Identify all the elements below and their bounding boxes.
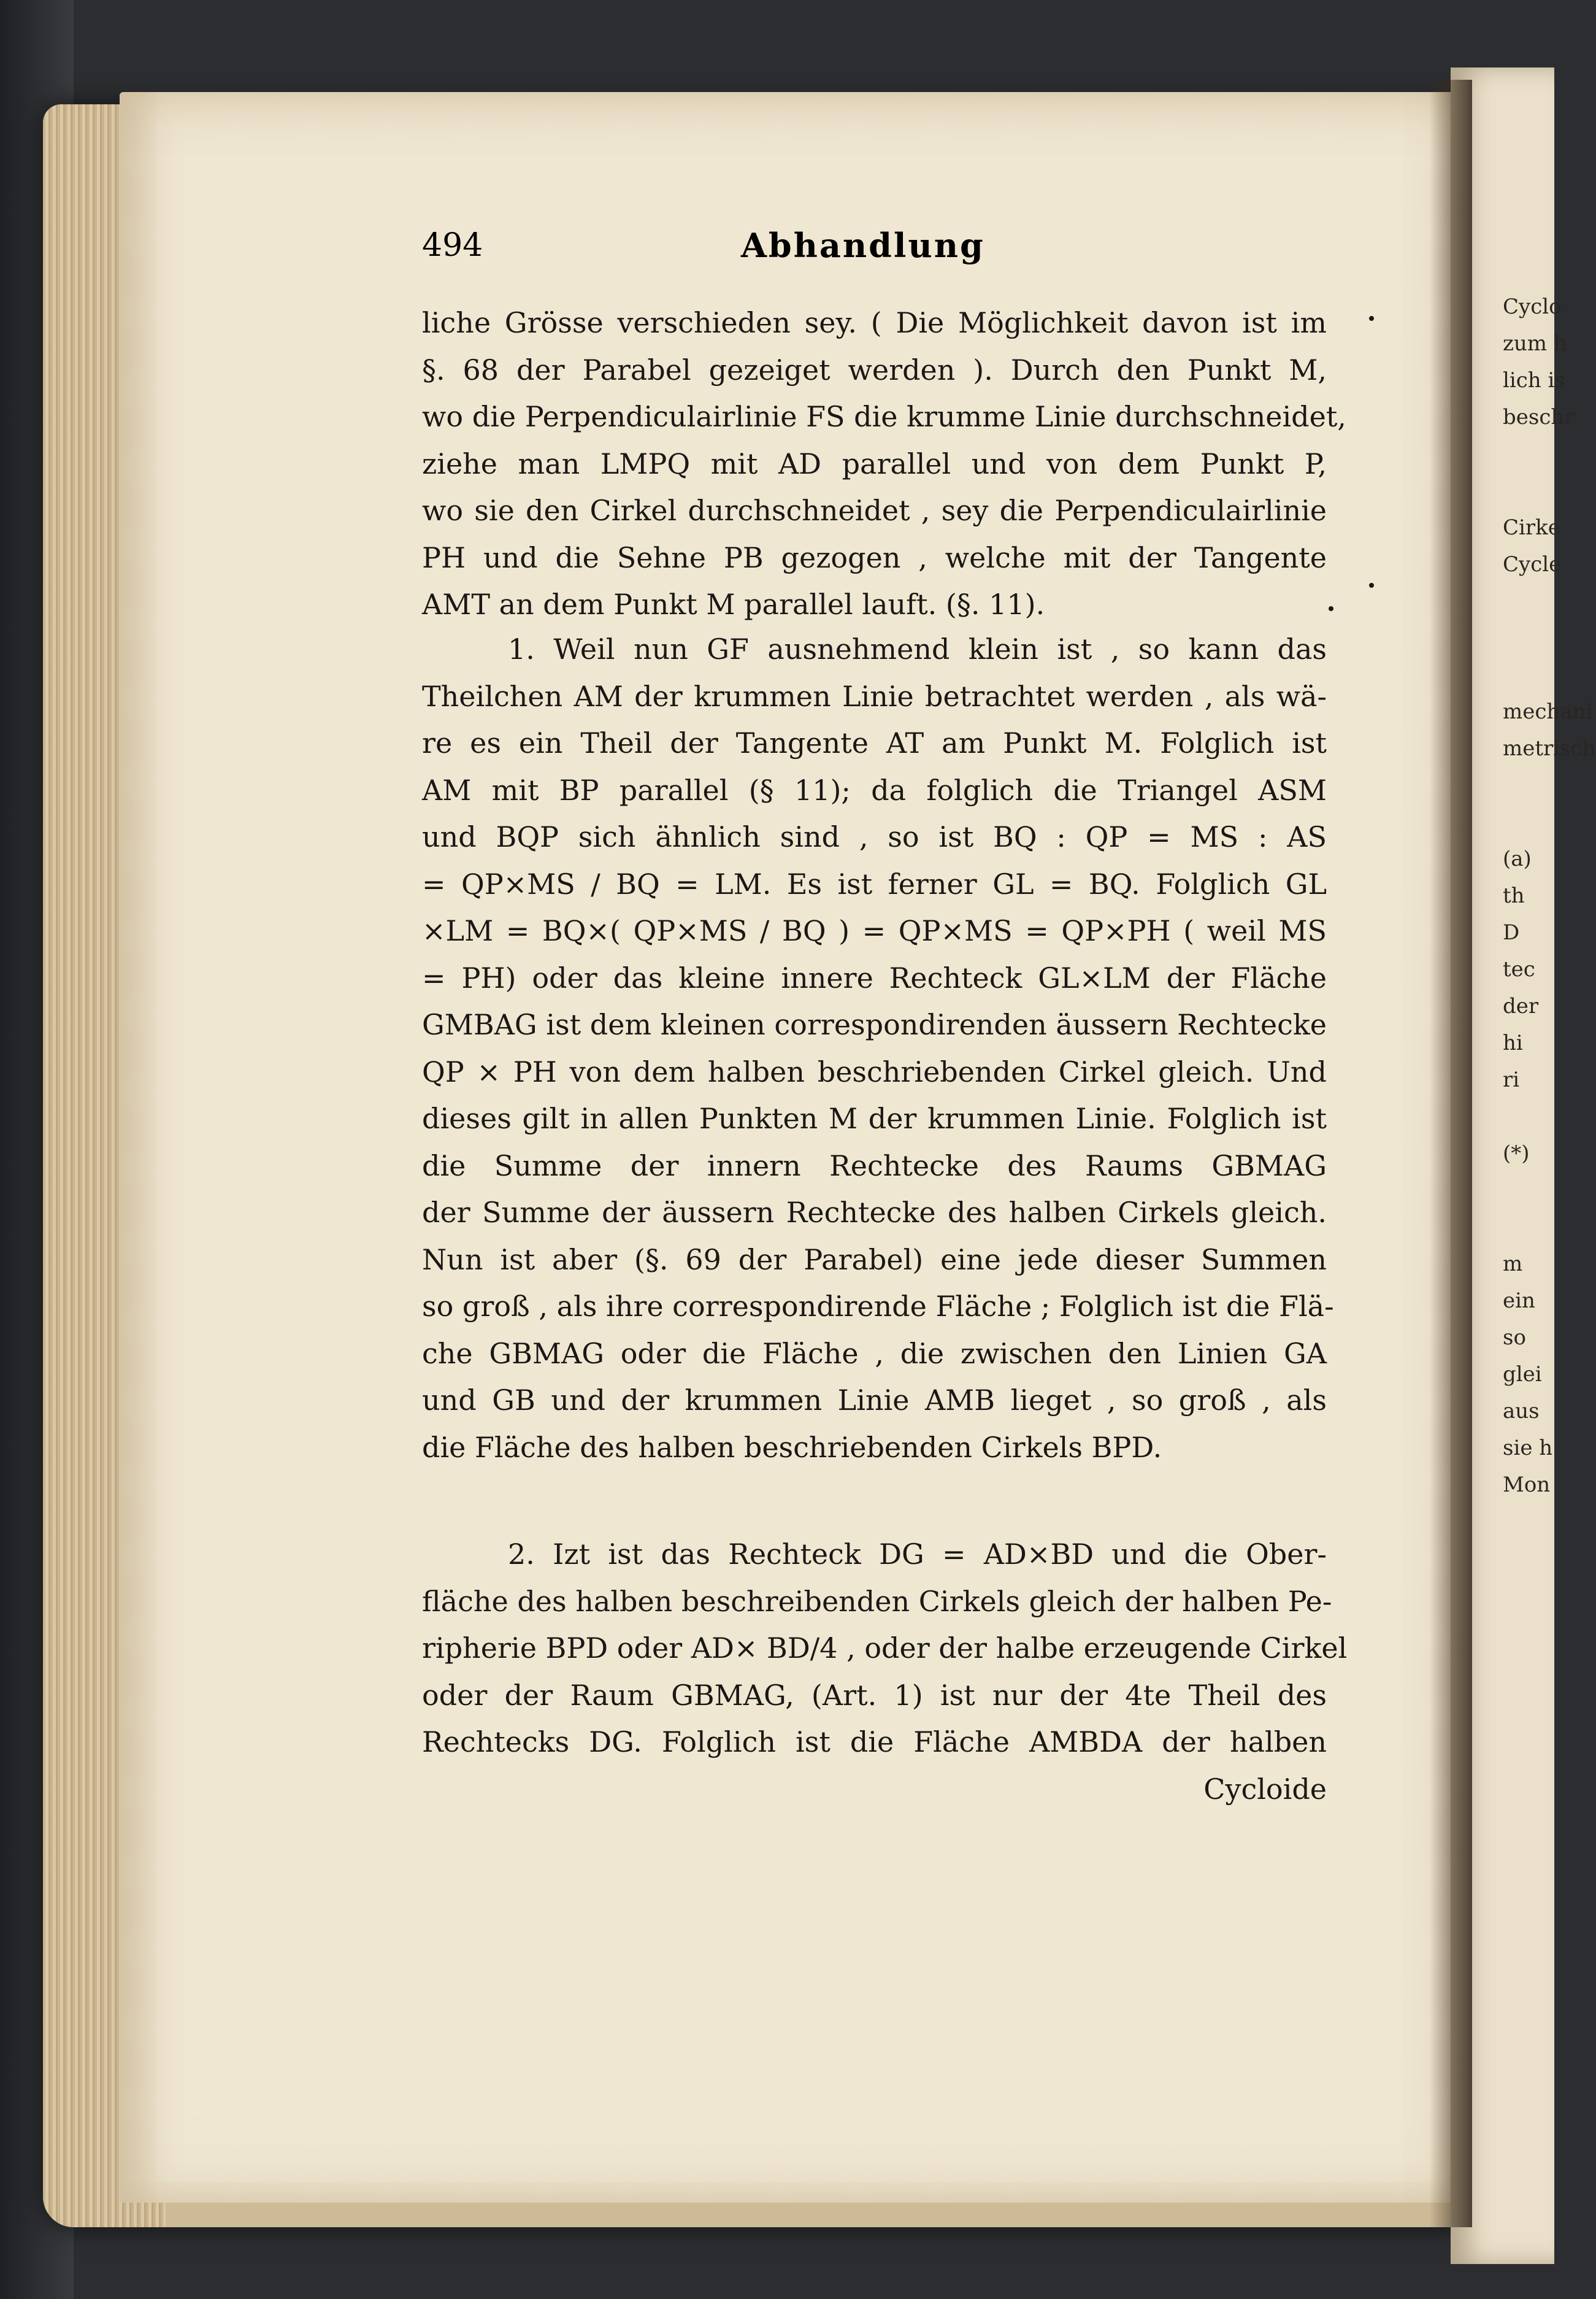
catchword: Cycloide <box>1203 1772 1327 1806</box>
facing-line: (a) <box>1503 847 1532 871</box>
text-line: Nun ist aber (§. 69 der Parabel) eine jede dieser Summen <box>422 1242 1327 1276</box>
text-line: 1. Weil nun GF ausnehmend klein ist , so kann das <box>508 633 1327 666</box>
facing-line: Cirke <box>1503 515 1560 540</box>
text-line: wo die Perpendiculairlinie FS die krumme Linie durchschneidet, <box>422 400 1346 433</box>
facing-line: der <box>1503 994 1539 1019</box>
facing-line: Cycle <box>1503 552 1562 577</box>
text-line: Theilchen AM der krummen Linie betrachtet werden , als wä- <box>422 679 1327 713</box>
facing-line: Mon <box>1503 1473 1551 1497</box>
facing-page-text <box>1503 288 1596 1503</box>
facing-line <box>1503 472 1554 509</box>
facing-line: D <box>1503 920 1520 945</box>
page-number: 494 <box>422 227 483 264</box>
facing-line: glei <box>1503 1362 1542 1387</box>
facing-line: tec <box>1503 957 1535 982</box>
facing-line <box>1503 620 1554 657</box>
facing-line: beschr <box>1503 405 1575 429</box>
text-line: Rechtecks DG. Folglich ist die Fläche AMBDA der halben <box>422 1725 1327 1758</box>
facing-line <box>1503 1209 1554 1246</box>
margin-dot <box>1369 316 1374 321</box>
paragraph-article-2 <box>422 1531 1348 1812</box>
text-line: GMBAG ist dem kleinen correspondirenden äussern Rechtecke <box>422 1008 1327 1041</box>
text-line: so groß , als ihre correspondirende Fläche ; Folglich ist die Flä- <box>422 1290 1334 1323</box>
facing-line: ri <box>1503 1068 1520 1092</box>
margin-dot <box>1329 606 1333 611</box>
running-head: Abhandlung <box>741 226 985 265</box>
text-line: und BQP sich ähnlich sind , so ist BQ : QP = MS : AS <box>422 820 1327 853</box>
facing-line: hi <box>1503 1031 1523 1055</box>
facing-line <box>1503 767 1554 804</box>
facing-line <box>1503 436 1554 472</box>
facing-line: Cyclo <box>1503 295 1562 319</box>
text-line: che GBMAG oder die Fläche , die zwischen den Linien GA <box>422 1336 1327 1370</box>
text-line: die Fläche des halben beschriebenden Cirkels BPD. <box>422 1430 1162 1464</box>
text-line: re es ein Theil der Tangente AT am Punkt M. Folglich ist <box>422 726 1327 760</box>
facing-line <box>1503 657 1554 693</box>
facing-line: mechani <box>1503 699 1593 724</box>
text-line: die Summe der innern Rechtecke des Raums GBMAG <box>422 1149 1327 1182</box>
facing-line <box>1503 1172 1554 1209</box>
text-line: = PH) oder das kleine innere Rechteck GL×LM der Fläche <box>422 961 1327 995</box>
page-header <box>422 227 999 276</box>
text-line: der Summe der äussern Rechtecke des halben Cirkels gleich. <box>422 1196 1327 1229</box>
paragraph-article-1 <box>422 626 1334 1471</box>
facing-line: metrisch <box>1503 736 1596 761</box>
text-line: ripherie BPD oder AD× BD/4 , oder der halbe erzeugende Cirkel <box>422 1631 1348 1665</box>
book-gutter-shadow <box>1429 80 1472 2227</box>
facing-line <box>1503 1098 1554 1135</box>
text-line: AMT an dem Punkt M parallel lauft. (§. 11). <box>422 588 1045 621</box>
text-line: §. 68 der Parabel gezeiget werden ). Durch den Punkt M, <box>422 353 1327 387</box>
facing-line <box>1503 804 1554 841</box>
text-line: 2. Izt ist das Rechteck DG = AD×BD und die Ober- <box>508 1538 1327 1571</box>
text-line: und GB und der krummen Linie AMB lieget , so groß , als <box>422 1384 1327 1417</box>
text-line: PH und die Sehne PB gezogen , welche mit der Tangente <box>422 541 1327 574</box>
facing-line: so <box>1503 1325 1526 1350</box>
text-line: ziehe man LMPQ mit AD parallel und von dem Punkt P, <box>422 447 1327 480</box>
text-line: QP × PH von dem halben beschriebenden Cirkel gleich. Und <box>422 1055 1327 1088</box>
facing-line: lich is <box>1503 368 1565 393</box>
text-line: liche Grösse verschieden sey. ( Die Möglichkeit davon ist im <box>422 306 1327 339</box>
text-line: oder der Raum GBMAG, (Art. 1) ist nur der 4te Theil des <box>422 1678 1327 1712</box>
margin-dot <box>1369 583 1374 588</box>
text-line: fläche des halben beschreibenden Cirkels gleich der halben Pe- <box>422 1584 1332 1618</box>
paragraph-intro <box>422 299 1346 628</box>
facing-line: zum h <box>1503 331 1567 356</box>
facing-line: m <box>1503 1252 1523 1276</box>
facing-line: th <box>1503 884 1525 908</box>
facing-line <box>1503 583 1554 620</box>
facing-line: ein <box>1503 1288 1535 1313</box>
facing-line: sie h <box>1503 1436 1553 1460</box>
facing-line: (*) <box>1503 1141 1530 1166</box>
text-line: dieses gilt in allen Punkten M der krummen Linie. Folglich ist <box>422 1102 1327 1135</box>
facing-line: aus <box>1503 1399 1540 1423</box>
text-line: ×LM = BQ×( QP×MS / BQ ) = QP×MS = QP×PH ( weil MS <box>422 914 1327 947</box>
text-line: wo sie den Cirkel durchschneidet , sey die Perpendiculairlinie <box>422 494 1327 527</box>
text-line: AM mit BP parallel (§ 11); da folglich die Triangel ASM <box>422 773 1327 807</box>
text-line: = QP×MS / BQ = LM. Es ist ferner GL = BQ. Folglich GL <box>422 867 1327 901</box>
